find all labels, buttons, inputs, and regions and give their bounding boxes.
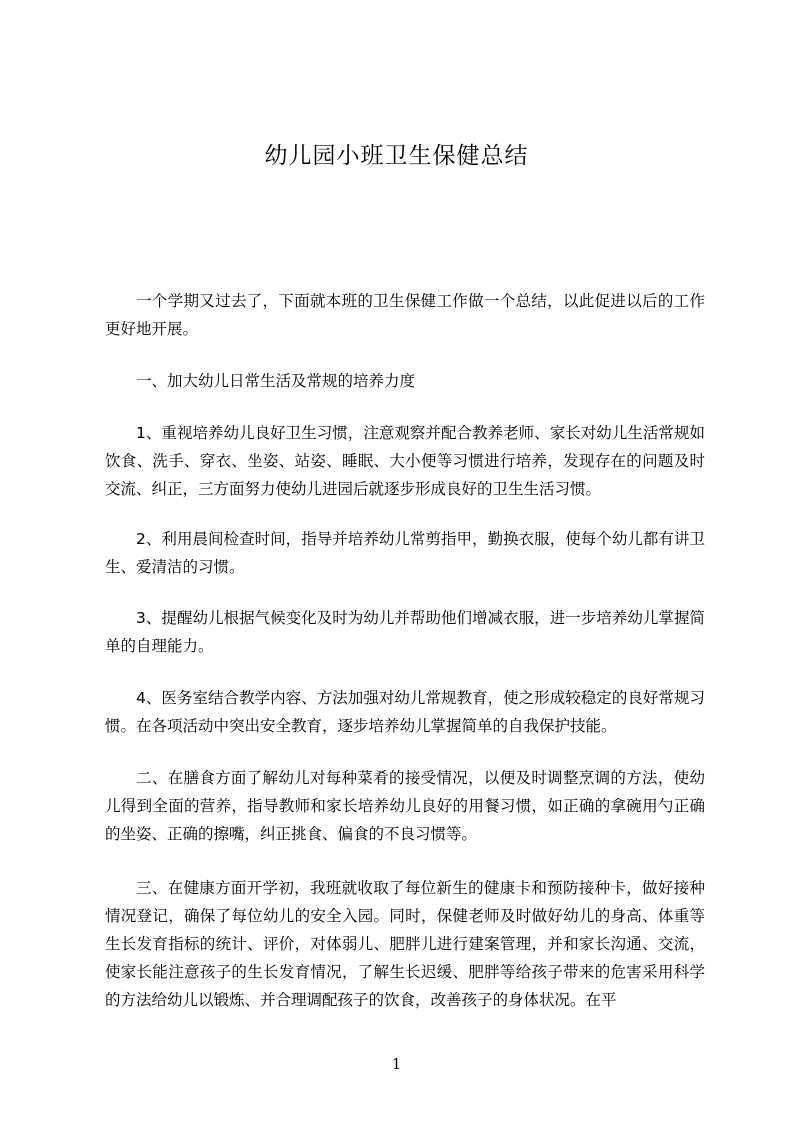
page-number: 1 (391, 1055, 402, 1073)
section-2-paragraph: 二、在膳食方面了解幼儿对每种菜肴的接受情况，以便及时调整烹调的方法，使幼儿得到全面的营养，指导教师和家长培养幼儿良好的用餐习惯，如正确的拿碗用勺正确的坐姿、正确的擦嘴，纠正挑食、偏食的不良习惯等。 (105, 769, 705, 843)
section-heading-1: 一、加大幼儿日常生活及常规的培养力度 (136, 372, 416, 390)
list-item-2: 2、利用晨间检查时间，指导并培养幼儿常剪指甲，勤换衣服，使每个幼儿都有讲卫生、爱清洁的习惯。 (105, 530, 705, 576)
page-title: 幼儿园小班卫生保健总结 (264, 143, 529, 169)
intro-paragraph: 一个学期又过去了，下面就本班的卫生保健工作做一个总结，以此促进以后的工作更好地开展。 (105, 292, 705, 338)
section-3-paragraph: 三、在健康方面开学初，我班就收取了每位新生的健康卡和预防接种卡，做好接种情况登记，确保了每位幼儿的安全入园。同时，保健老师及时做好幼儿的身高、体重等生长发育指标的统计、评价，对体弱儿、肥胖儿进行建案管理，并和家长沟通、交流，使家长能注意孩子的生长发育情况，了解生长迟缓、肥胖等给孩子带来的危害采用科学的方法给幼儿以锻炼、并合理调配孩子的饮食，改善孩子的身体状况。在平 (105, 879, 705, 1009)
list-item-4: 4、医务室结合教学内容、方法加强对幼儿常规教育，使之形成较稳定的良好常规习惯。在各项活动中突出安全教育，逐步培养幼儿掌握简单的自我保护技能。 (105, 689, 705, 735)
list-item-3: 3、提醒幼儿根据气候变化及时为幼儿并帮助他们增减衣服，进一步培养幼儿掌握简单的自理能力。 (105, 609, 705, 655)
list-item-1: 1、重视培养幼儿良好卫生习惯，注意观察并配合教养老师、家长对幼儿生活常规如饮食、洗手、穿衣、坐姿、站姿、睡眠、大小便等习惯进行培养，发现存在的问题及时交流、纠正，三方面努力使幼儿进园后就逐步形成良好的卫生生活习惯。 (105, 424, 705, 498)
